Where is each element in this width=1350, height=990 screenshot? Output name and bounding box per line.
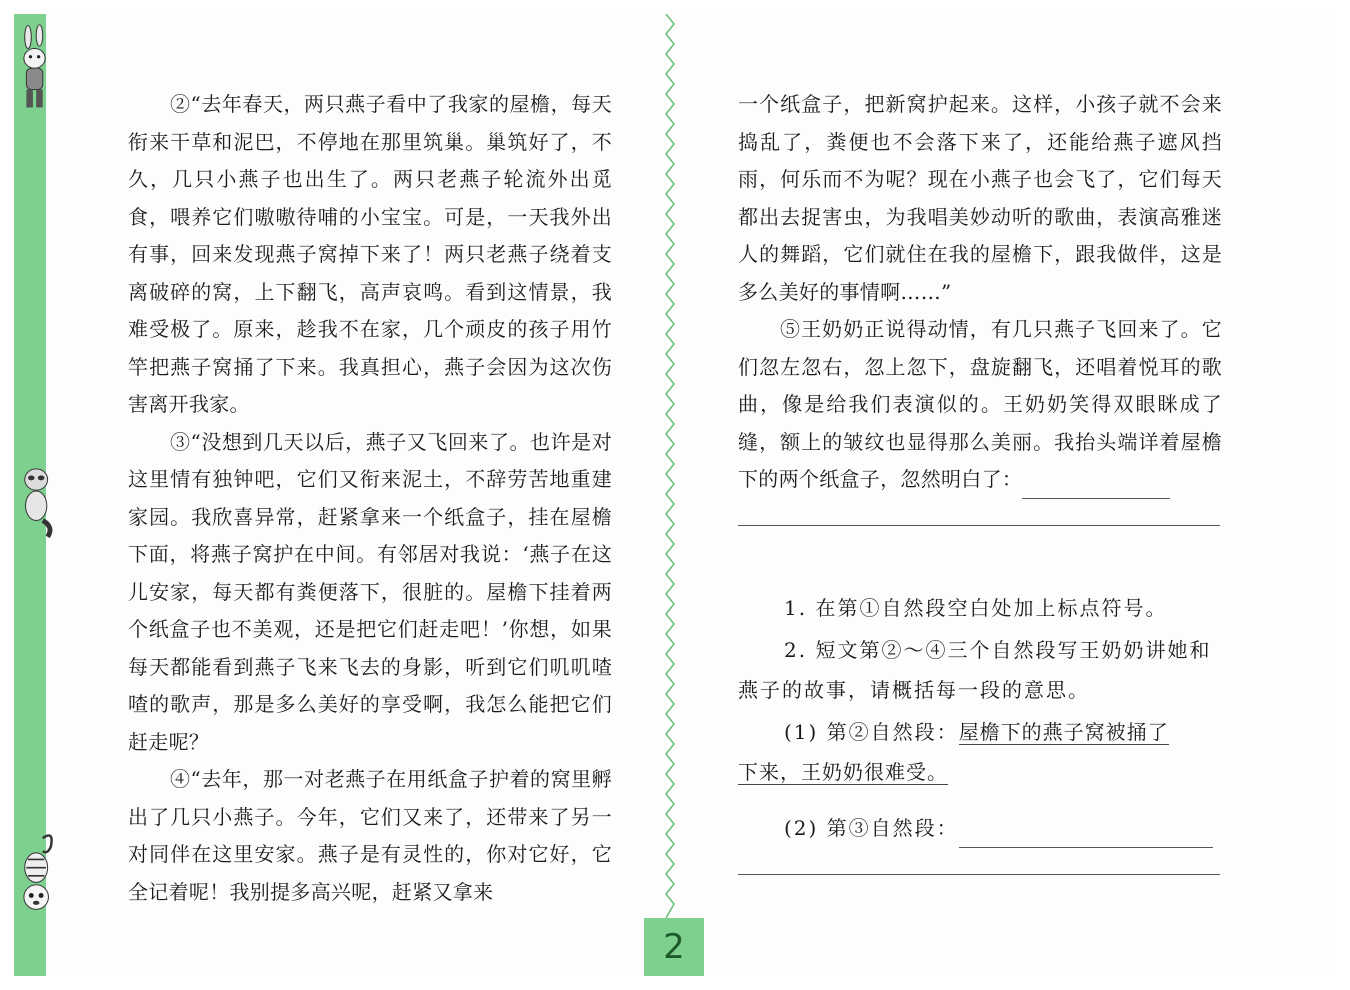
question-2-1-label: (1) 第②自然段：	[784, 720, 959, 744]
question-2-1-answer-line-1[interactable]: 屋檐下的燕子窝被捅了	[958, 720, 1169, 744]
conclusion-answer-line-2[interactable]	[738, 525, 1220, 526]
page-number: 2	[644, 918, 704, 976]
question-2-1-answer-line-2[interactable]: 下来，王奶奶很难受。	[738, 760, 948, 784]
question-2-2-label: (2) 第③自然段：	[784, 816, 959, 840]
question-2-1-continuation	[738, 752, 1222, 792]
right-column	[738, 86, 1222, 526]
question-2-1	[738, 712, 1222, 752]
question-2-2-answer-blank[interactable]	[959, 825, 1213, 848]
question-1: 1. 在第①自然段空白处加上标点符号。	[784, 596, 1168, 620]
questions-section	[738, 588, 1222, 875]
paragraph-5-text: ⑤王奶奶正说得动情，有几只燕子飞回来了。它们忽左忽右，忽上忽下，盘旋翻飞，还唱着悦耳的歌曲，像是给我们表演似的。王奶奶笑得双眼眯成了缝，额上的皱纹也显得那么美丽。我抬头端详着屋檐下的两个纸盒子，忽然明白了：	[738, 317, 1222, 491]
raccoon-icon	[14, 455, 60, 545]
question-2: 2. 短文第②～④三个自然段写王奶奶讲她和燕子的故事，请概括每一段的意思。	[738, 638, 1212, 702]
paragraph-2: ②“去年春天，两只燕子看中了我家的屋檐，每天衔来干草和泥巴，不停地在那里筑巢。巢筑好了，不久，几只小燕子也出生了。两只老燕子轮流外出觅食，喂养它们嗷嗷待哺的小宝宝。可是，一天我外出有事，回来发现燕子窝掉下来了！两只老燕子绕着支离破碎的窝，上下翻飞，高声哀鸣。看到这情景，我难受极了。原来，趁我不在家，几个顽皮的孩子用竹竿把燕子窝捅了下来。我真担心，燕子会因为这次伤害离开我家。	[128, 92, 612, 416]
paragraph-3: ③“没想到几天以后，燕子又飞回来了。也许是对这里情有独钟吧，它们又衔来泥土，不辞劳苦地重建家园。我欣喜异常，赶紧拿来一个纸盒子，挂在屋檐下面，将燕子窝护在中间。有邻居对我说：‘燕子在这儿安家，每天都有粪便落下，很脏的。屋檐下挂着两个纸盒子也不美观，还是把它们赶走吧！’你想，如果每天都能看到燕子飞来飞去的身影，听到它们叽叽喳喳的歌声，那是多么美好的享受啊，我怎么能把它们赶走呢？	[128, 429, 612, 754]
tiger-icon	[14, 830, 60, 920]
page-spine-divider	[664, 14, 676, 918]
question-2-2	[738, 808, 1222, 848]
paragraph-4-end: 一个纸盒子，把新窝护起来。这样，小孩子就不会来捣乱了，粪便也不会落下来了，还能给燕子遮风挡雨，何乐而不为呢？现在小燕子也会飞了，它们每天都出去捉害虫，为我唱美妙动听的歌曲，表演高雅迷人的舞蹈，它们就住在我的屋檐下，跟我做伴，这是多么美好的事情啊……”	[738, 92, 1222, 304]
paragraph-4-start: ④“去年，那一对老燕子在用纸盒子护着的窝里孵出了几只小燕子。今年，它们又来了，还带来了另一对同伴在这里安家。燕子是有灵性的，你对它好，它全记着呢！我别提多高兴呢，赶紧又拿来	[128, 767, 612, 904]
left-column	[128, 86, 612, 911]
question-2-2-answer-line-2[interactable]	[738, 874, 1220, 875]
paragraph-5	[738, 311, 1222, 499]
conclusion-answer-blank[interactable]	[1022, 476, 1170, 499]
rabbit-icon	[14, 24, 60, 114]
